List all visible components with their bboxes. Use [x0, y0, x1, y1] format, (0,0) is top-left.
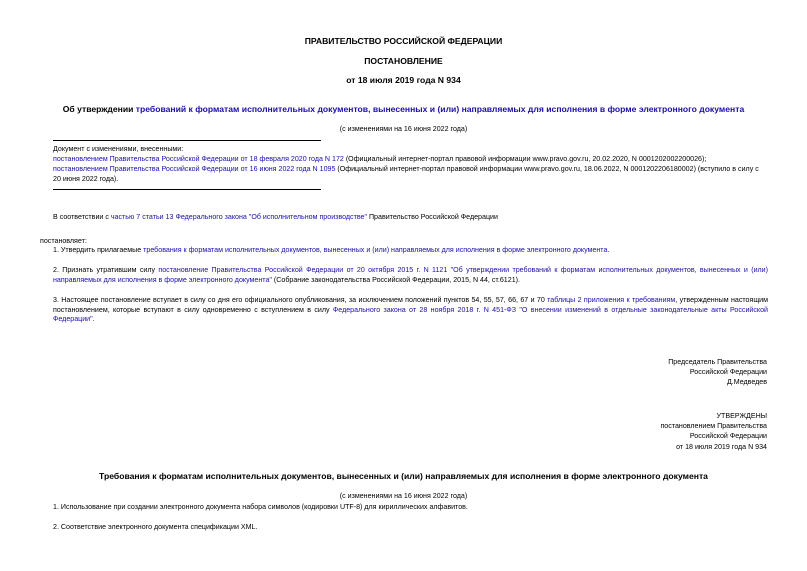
- basis-link[interactable]: частью 7 статьи 13 Федерального закона "Об исполнительном производстве": [110, 213, 367, 221]
- amendment-1-text: (Официальный интернет-портал правовой информации www.pravo.gov.ru, 20.02.2020, N 0001202002200026);: [343, 155, 707, 163]
- basis-paragraph: [53, 213, 498, 222]
- paragraph-2: [53, 266, 768, 285]
- signature-block: [668, 357, 767, 388]
- amendments-intro: Документ с изменениями, внесенными:: [53, 145, 184, 153]
- approved-line-4: от 18 июля 2019 года N 934: [676, 442, 767, 451]
- title-link[interactable]: требований к форматам исполнительных документов, вынесенных и (или) направляемых для исполнения в форме электронного документа: [135, 104, 745, 114]
- basis-prefix: В соответствии с: [53, 213, 111, 221]
- p2-link[interactable]: постановление Правительства Российской Федерации от 20 октября 2015 г. N 1121 "Об утверждении требований к форматам исполнительных документов, вынесенных и (или) направляемых для исполнения в форме электронного документа": [53, 266, 769, 284]
- document-title: [0, 104, 807, 114]
- title-prefix: Об утверждении: [62, 104, 136, 114]
- basis-suffix: Правительство Российской Федерации: [366, 213, 498, 221]
- approved-line-3: Российской Федерации: [689, 432, 767, 441]
- paragraph-1: [53, 246, 609, 255]
- amendment-item-1: [53, 155, 706, 164]
- p3-prefix: 3. Настоящее постановление вступает в силу со дня его официального опубликования, за исключением положений пунктов 54, 55, 57, 66, 67 и 70: [53, 296, 548, 304]
- requirements-edition-note: (с изменениями на 16 июня 2022 года): [339, 492, 468, 500]
- approved-block: [660, 411, 767, 452]
- p3-suffix: .: [92, 315, 95, 324]
- p1-prefix: 1. Утвердить прилагаемые: [53, 246, 144, 254]
- p1-link[interactable]: требования к форматам исполнительных документов, вынесенных и (или) направляемых для исполнения в форме электронного документа: [143, 246, 608, 254]
- approved-line-2: постановлением Правительства: [660, 422, 767, 431]
- date-number-heading: от 18 июля 2019 года N 934: [346, 75, 461, 85]
- amendment-item-2-cont: 20 июня 2022 года).: [53, 175, 119, 183]
- signature-line-3: Д.Медведев: [726, 378, 767, 387]
- government-heading: ПРАВИТЕЛЬСТВО РОССИЙСКОЙ ФЕДЕРАЦИИ: [304, 36, 503, 46]
- requirement-item-2: 2. Соответствие электронного документа спецификации XML.: [53, 523, 258, 531]
- paragraph-3: [53, 296, 768, 325]
- amendment-2-link[interactable]: постановлением Правительства Российской Федерации от 16 июня 2022 года N 1095: [53, 165, 336, 173]
- requirement-item-1: 1. Использование при создании электронного документа набора символов (кодировки UTF-8) для кириллических алфавитов.: [53, 503, 468, 511]
- p2-suffix: (Собрание законодательства Российской Федерации, 2015, N 44, ст.6121).: [271, 275, 520, 284]
- p1-suffix: .: [607, 246, 610, 254]
- requirements-title: Требования к форматам исполнительных документов, вынесенных и (или) направляемых для исполнения в форме электронного документа: [99, 471, 708, 481]
- p3-link-table[interactable]: таблицы 2 приложения к требованиям: [547, 296, 676, 304]
- p2-prefix: 2. Признать утратившим силу: [53, 266, 159, 274]
- amendments-bottom-divider: [53, 189, 321, 190]
- p3-mid: , утвержденным настоящим постановлением, которые вступают в силу одновременно с вступлением в силу: [53, 296, 768, 314]
- amendment-2-text: (Официальный интернет-портал правовой информации www.pravo.gov.ru, 18.06.2022, N 0001202206180002) (вступило в силу с: [335, 165, 759, 173]
- amendments-top-divider: [53, 140, 321, 141]
- resolves-text: постановляет:: [40, 237, 87, 245]
- approved-line-1: УТВЕРЖДЕНЫ: [716, 412, 767, 420]
- edition-note: (с изменениями на 16 июня 2022 года): [339, 125, 468, 133]
- doc-type-heading: ПОСТАНОВЛЕНИЕ: [364, 56, 443, 66]
- amendment-1-link[interactable]: постановлением Правительства Российской Федерации от 18 февраля 2020 года N 172: [53, 155, 344, 163]
- amendment-item-2: [53, 165, 759, 174]
- signature-line-1: Председатель Правительства: [668, 358, 767, 366]
- p3-link-law[interactable]: Федерального закона от 28 ноября 2018 г. N 451-ФЗ "О внесении изменений в отдельные законодательные акты Российской Федерации": [53, 305, 769, 324]
- signature-line-2: Российской Федерации: [689, 368, 767, 377]
